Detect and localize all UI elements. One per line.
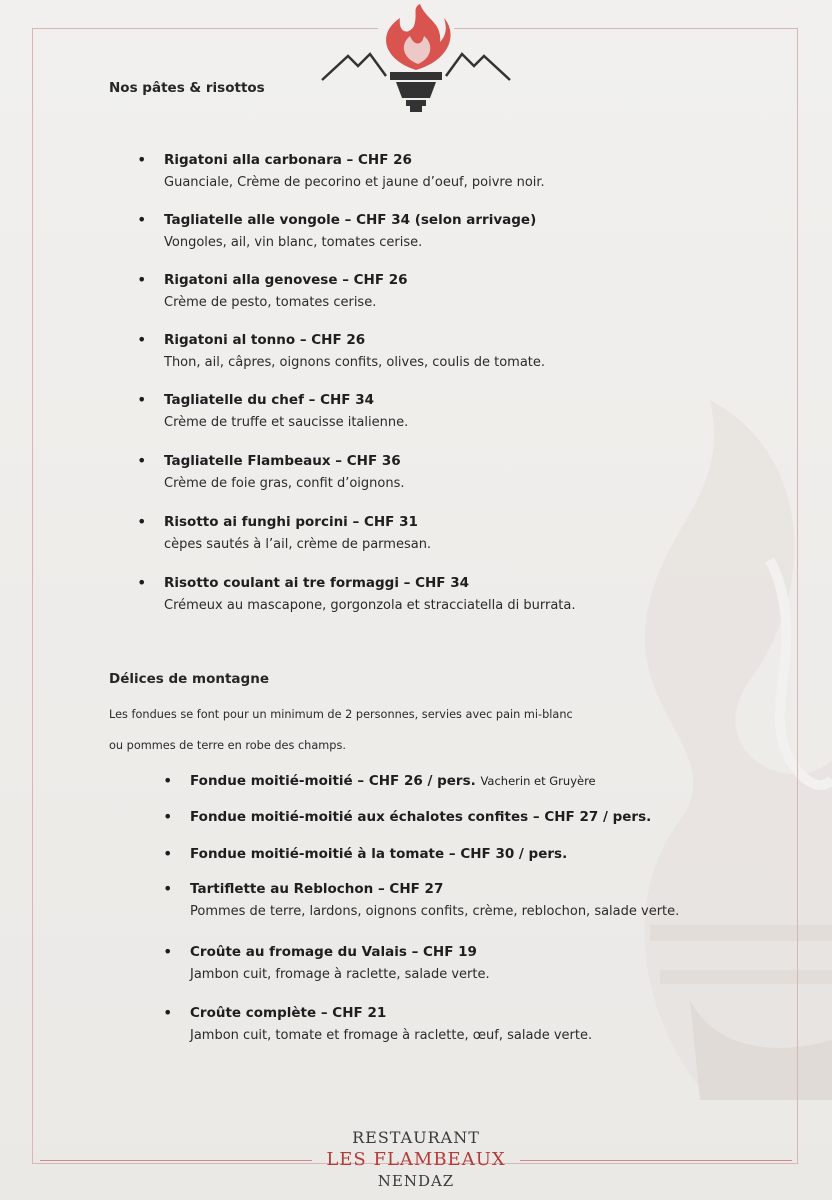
dish-note: Vacherin et Gruyère [480,774,596,788]
bullet-icon: • [137,150,147,169]
section-title-pasta: Nos pâtes & risottos [109,80,265,96]
bullet-icon: • [137,270,147,289]
dish-description: Guanciale, Crème de pecorino et jaune d’oeuf, poivre noir. [164,175,545,190]
dish-description: Crème de foie gras, confit d’oignons. [164,476,405,491]
menu-item [137,330,546,372]
footer-divider-left [40,1160,312,1161]
bullet-icon: • [137,573,147,592]
dish-name: Croûte au fromage du Valais – CHF 19 [190,944,477,960]
dish-name: Tagliatelle Flambeaux – CHF 36 [164,453,401,469]
menu-item [137,270,408,312]
bullet-icon: • [137,330,147,349]
dish-name: Rigatoni alla carbonara – CHF 26 [164,152,412,168]
menu-item [137,150,545,192]
dish-description: Crème de pesto, tomates cerise. [164,295,377,310]
dish-description: Thon, ail, câpres, oignons confits, olives, coulis de tomate. [164,355,546,370]
menu-item [163,844,568,863]
bullet-icon: • [163,844,173,863]
dish-name: Tartiflette au Reblochon – CHF 27 [190,881,444,897]
dish-name: Tagliatelle alle vongole – CHF 34 (selon arrivage) [164,212,537,228]
dish-name: Rigatoni al tonno – CHF 26 [164,332,366,348]
footer-line-name: LES FLAMBEAUX [326,1149,506,1170]
section-title-mountain: Délices de montagne [109,671,269,687]
section-intro: Les fondues se font pour un minimum de 2 personnes, servies avec pain mi-blanc [109,708,573,721]
menu-item [137,210,537,252]
footer-divider-right [520,1160,792,1161]
menu-item [163,807,652,826]
dish-description: Vongoles, ail, vin blanc, tomates cerise. [164,235,423,250]
dish-description: Jambon cuit, fromage à raclette, salade verte. [190,967,490,982]
dish-name: Croûte complète – CHF 21 [190,1005,387,1021]
bullet-icon: • [137,210,147,229]
dish-name: Tagliatelle du chef – CHF 34 [164,392,375,408]
dish-description: Pommes de terre, lardons, oignons confits, crème, reblochon, salade verte. [190,904,680,919]
menu-item [137,573,576,615]
dish-name: Fondue moitié-moitié à la tomate – CHF 30 / pers. [190,846,568,862]
dish-name: Risotto ai funghi porcini – CHF 31 [164,514,418,530]
bullet-icon: • [163,1003,173,1022]
menu-item [163,879,680,921]
dish-description: cèpes sautés à l’ail, crème de parmesan. [164,537,432,552]
menu-item [137,512,432,554]
dish-name: Risotto coulant ai tre formaggi – CHF 34 [164,575,470,591]
footer-line-restaurant: RESTAURANT [352,1128,480,1147]
restaurant-footer-logo [0,1128,832,1190]
menu-item [137,451,405,493]
dish-description: Crémeux au mascapone, gorgonzola et stracciatella di burrata. [164,598,576,613]
dish-description: Jambon cuit, tomate et fromage à raclette, œuf, salade verte. [190,1028,593,1043]
bullet-icon: • [163,807,173,826]
menu-item [137,390,409,432]
dish-name: Fondue moitié-moitié aux échalotes confites – CHF 27 / pers. [190,809,652,825]
dish-description: Crème de truffe et saucisse italienne. [164,415,409,430]
bullet-icon: • [163,942,173,961]
menu-item [163,771,596,790]
bullet-icon: • [137,451,147,470]
bullet-icon: • [163,771,173,790]
dish-name: Rigatoni alla genovese – CHF 26 [164,272,408,288]
torch-logo-icon [318,2,514,114]
bullet-icon: • [137,390,147,409]
bullet-icon: • [137,512,147,531]
section-intro: ou pommes de terre en robe des champs. [109,739,346,752]
bullet-icon: • [163,879,173,898]
menu-item [163,1003,593,1045]
dish-name: Fondue moitié-moitié – CHF 26 / pers. [190,773,476,789]
menu-item [163,942,490,984]
footer-line-location: NENDAZ [377,1172,455,1190]
